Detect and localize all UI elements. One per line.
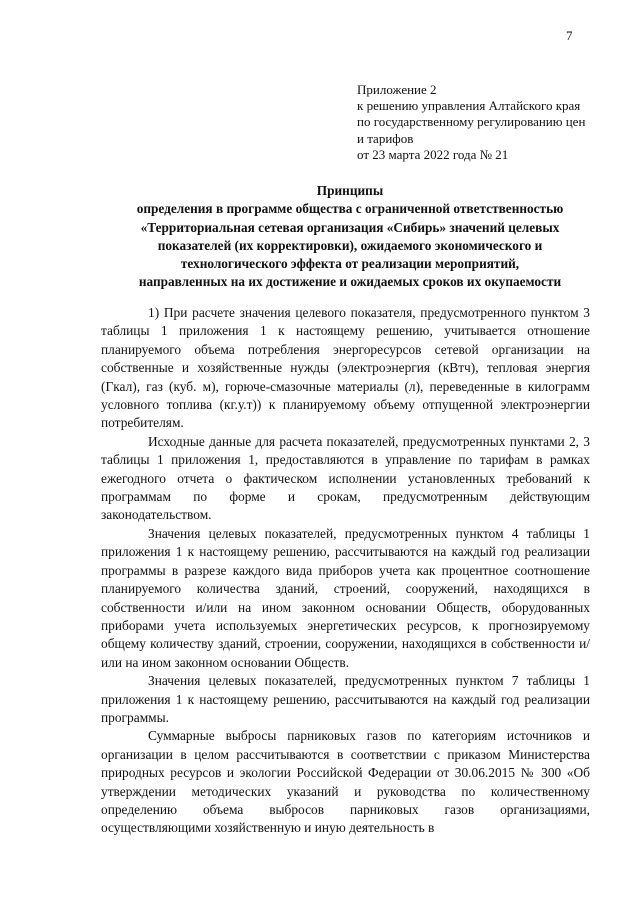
title-line: определения в программе общества с ограниченной ответственностью [136, 201, 564, 217]
title-line: направленных на их достижение и ожидаемых сроков их окупаемости [138, 274, 562, 290]
title-line: «Территориальная сетевая организация «Сибирь» значений целевых [140, 219, 560, 235]
body-paragraph: Исходные данные для расчета показателей, предусмотренных пунктами 2, 3 таблицы 1 приложения 1, предоставляются в управление по тарифам в рамках ежегодного отчета о фактическом исполнении установленных требований к программам по форме и срокам, предусмотренным действующим законодательством. [101, 433, 590, 523]
body-paragraph: 1) При расчете значения целевого показателя, предусмотренного пунктом 3 таблицы 1 приложения 1 к настоящему решению, учитывается отношение планируемого объема потребления энергоресурсов сетевой организации на собственные и хозяйственные нужды (электроэнергия (кВтч), тепловая энергия (Гкал), газ (куб. м), горюче-смазочные материалы (л), переведенные в килограмм условного топлива (кг.у.т)) к планируемому объему отпущенной электроэнергии потребителям. [101, 305, 590, 431]
title-line: показателей (их корректировки), ожидаемого экономического и [157, 237, 543, 253]
body-paragraph: Значения целевых показателей, предусмотренных пунктом 7 таблицы 1 приложения 1 к настоящему решению, рассчитываются на каждый год реализации программы. [101, 673, 590, 725]
appendix-header [357, 82, 627, 163]
appendix-line: и тарифов [357, 130, 414, 146]
document-body [101, 304, 590, 838]
appendix-line: к решению управления Алтайского края [357, 98, 581, 114]
document-title [100, 182, 600, 292]
appendix-line: от 23 марта 2022 года № 21 [357, 146, 509, 162]
body-paragraph: Суммарные выбросы парниковых газов по категориям источников и организации в целом рассчитываются в соответствии с приказом Министерства природных ресурсов и экологии Российской Федерации от 30.06.2015 № 300 «Об утверждении методических указаний и руководства по количественному определению объема выбросов парниковых газов организациями, осуществляющими хозяйственную и иную деятельность в [101, 728, 590, 836]
title-line: технологического эффекта от реализации мероприятий, [180, 256, 520, 272]
appendix-line: Приложение 2 [357, 82, 437, 97]
title-line: Принципы [316, 183, 384, 198]
page-number: 7 [566, 28, 573, 43]
body-paragraph: Значения целевых показателей, предусмотренных пунктом 4 таблицы 1 приложения 1 к настоящему решению, рассчитываются на каждый год реализации программы в разрезе каждого вида приборов учета как процентное соотношение планируемого количества зданий, строений, сооружений, находящихся в собственности и/или на ином законном основании Обществ, оборудованных приборами учета используемых энергетических ресурсов, к прогнозируемому общему количеству зданий, строении, сооружении, находящихся в собственности и/или на ином законном основании Обществ. [101, 525, 590, 670]
appendix-line: по государственному регулированию цен [357, 114, 586, 130]
